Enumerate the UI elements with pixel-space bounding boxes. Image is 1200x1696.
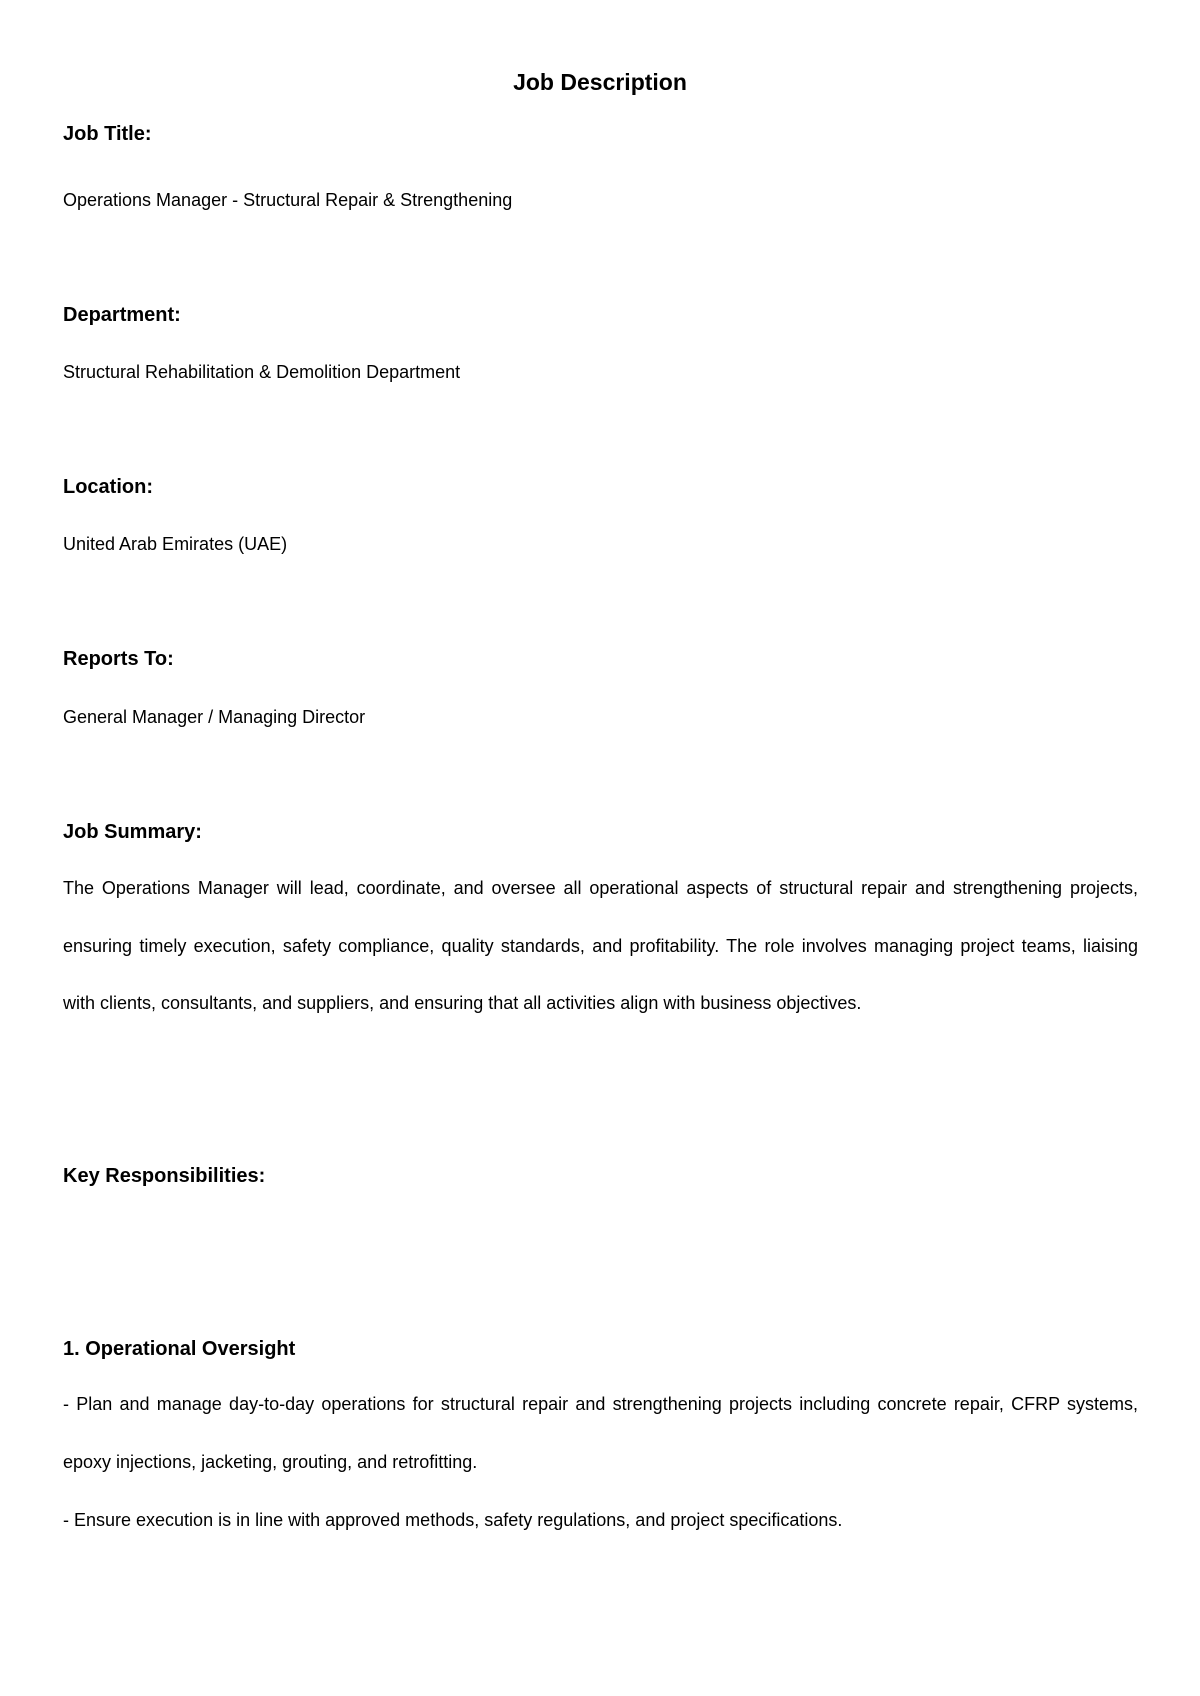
location-heading: Location: bbox=[63, 476, 153, 498]
reports-to-heading: Reports To: bbox=[63, 648, 174, 670]
job-summary-paragraph: The Operations Manager will lead, coordinate, and oversee all operational aspects of structural repair and strengthening projects, ensuring timely execution, safety compliance, quality standards, and profitability. The role involves managing project teams, liaising with clients, consultants, and suppliers, and ensuring that all activities align with business objectives. bbox=[63, 878, 1138, 1013]
job-title-heading: Job Title: bbox=[63, 123, 152, 145]
job-summary-heading: Job Summary: bbox=[63, 821, 202, 843]
bullet-item: - Ensure execution is in line with approved methods, safety regulations, and project specifications. bbox=[63, 1510, 843, 1530]
department-value: Structural Rehabilitation & Demolition Department bbox=[63, 362, 461, 382]
location-value: United Arab Emirates (UAE) bbox=[63, 534, 288, 554]
operational-oversight-heading: 1. Operational Oversight bbox=[63, 1338, 296, 1360]
document-title: Job Description bbox=[513, 69, 687, 95]
department-heading: Department: bbox=[63, 304, 181, 326]
bullet-item: - Plan and manage day-to-day operations for structural repair and strengthening projects including concrete repair, CFRP systems, epoxy injections, jacketing, grouting, and retrofitting. bbox=[63, 1394, 1138, 1472]
key-responsibilities-heading: Key Responsibilities: bbox=[63, 1165, 266, 1187]
reports-to-value: General Manager / Managing Director bbox=[63, 707, 366, 727]
job-title-value: Operations Manager - Structural Repair & Strengthening bbox=[63, 190, 513, 210]
